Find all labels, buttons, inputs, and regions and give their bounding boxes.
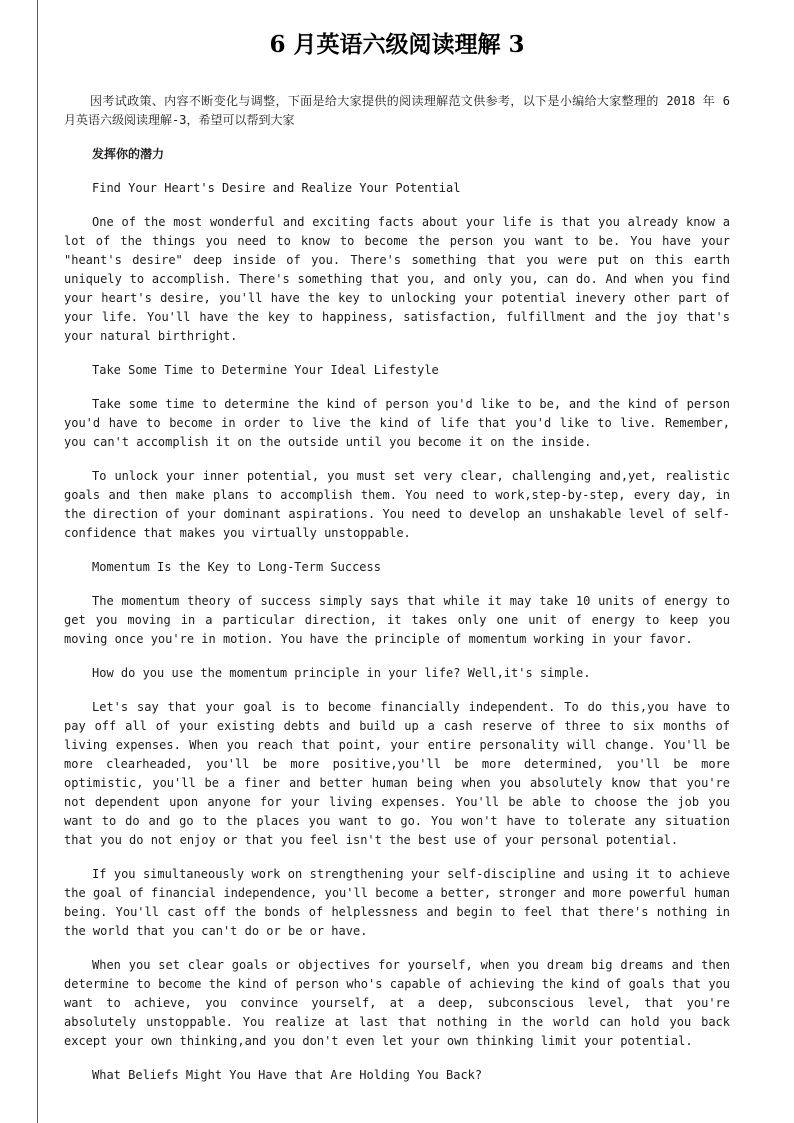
intro-paragraph: 因考试政策、内容不断变化与调整，下面是给大家提供的阅读理解范文供参考，以下是小编给大家整理的 2018 年 6 月英语六级阅读理解-3，希望可以帮到大家	[64, 94, 730, 127]
paragraph: Take some time to determine the kind of person you'd like to be, and the kind of person you'd have to become in order to live the kind of life that you'd like to live. Remember, you can't accomplish it on the outside until you become it on the inside.	[64, 397, 730, 449]
paragraph: How do you use the momentum principle in your life? Well,it's simple.	[92, 666, 591, 680]
subsection-heading: Take Some Time to Determine Your Ideal Lifestyle	[92, 363, 439, 377]
subsection-heading: What Beliefs Might You Have that Are Holding You Back?	[92, 1068, 483, 1082]
paragraph: One of the most wonderful and exciting facts about your life is that you already know a lot of the things you need to know to become the person you want to be. You have your "heant's desire" deep inside of you. There's something that you were put on this earth uniquely to accomplish. There's something that you, and only you, can do. And when you find your heart's desire, you'll have the key to unlocking your potential inevery other part of your life. You'll have the key to happiness, satisfaction, fulfillment and the joy that's your natural birthright.	[64, 215, 730, 343]
paragraph: The momentum theory of success simply says that while it may take 10 units of energy to get you moving in a particular direction, it takes only one unit of energy to keep you moving once you're in motion. You have the principle of momentum working in your favor.	[64, 594, 730, 646]
paragraph: Let's say that your goal is to become financially independent. To do this,you have to pay off all of your existing debts and build up a cash reserve of three to six months of living expenses. When you reach that point, your entire personality will change. You'll be more clearheaded, you'll be more positive,you'll be more determined, you'll be more optimistic, you'll be a finer and better human being when you absolutely know that you're not dependent upon anyone for your living expenses. You'll be able to choose the job you want to do and go to the places you want to go. You won't have to tolerate any situation that you do not enjoy or that you feel isn't the best use of your personal potential.	[64, 700, 730, 847]
paragraph: If you simultaneously work on strengthening your self-discipline and using it to achieve the goal of financial independence, you'll become a better, stronger and more powerful human being. You'll cast off the bonds of helplessness and begin to feel that there's nothing in the world that you can't do or be or have.	[64, 867, 730, 938]
page-title: 6 月英语六级阅读理解 3	[269, 31, 525, 58]
left-margin-line	[37, 0, 38, 1123]
section-heading-chinese: 发挥你的潜力	[92, 147, 165, 161]
paragraph: To unlock your inner potential, you must set very clear, challenging and,yet, realistic goals and then make plans to accomplish them. You need to work,step-by-step, every day, in the direction of your dominant aspirations. You need to develop an unshakable level of self-confidence that makes you virtually unstoppable.	[64, 469, 730, 540]
paragraph: When you set clear goals or objectives for yourself, when you dream big dreams and then determine to become the kind of person who's capable of achieving the kind of goals that you want to achieve, you convince yourself, at a deep, subconscious level, that you're absolutely unstoppable. You realize at last that nothing in the world can hold you back except your own thinking,and you don't even let your own thinking limit your potential.	[64, 958, 730, 1048]
subsection-heading: Momentum Is the Key to Long-Term Success	[92, 560, 381, 574]
document-body	[64, 92, 730, 1085]
article-title-line: Find Your Heart's Desire and Realize Your Potential	[92, 181, 461, 195]
